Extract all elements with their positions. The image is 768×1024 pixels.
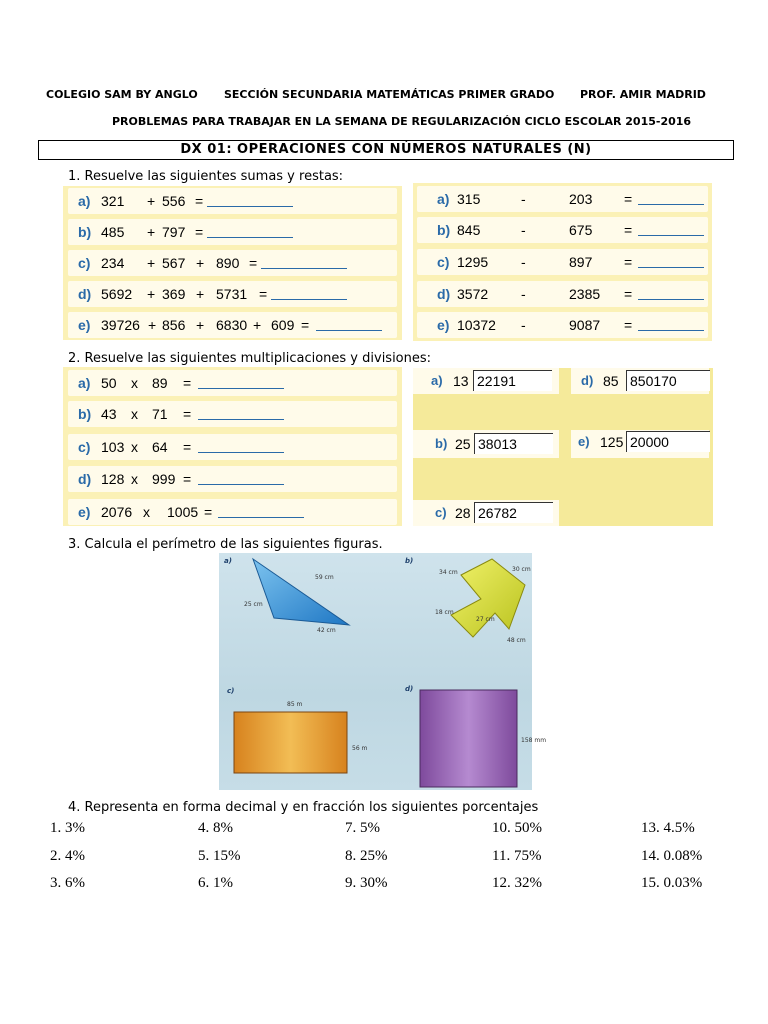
item-label: e) bbox=[578, 434, 590, 449]
sub-row-d bbox=[417, 281, 708, 307]
subtractions-panel bbox=[413, 183, 712, 341]
item-label: a) bbox=[437, 191, 450, 207]
sum-row-b bbox=[68, 219, 397, 245]
equals: = bbox=[624, 222, 633, 238]
equals: = bbox=[195, 224, 204, 240]
operand: 485 bbox=[101, 224, 125, 240]
operand: 315 bbox=[457, 191, 481, 207]
section-name: SECCIÓN SECUNDARIA MATEMÁTICAS PRIMER GRADO bbox=[224, 88, 555, 101]
equals: = bbox=[259, 286, 268, 302]
dividend: 26782 bbox=[474, 502, 553, 523]
percentage-item: 14. 0.08% bbox=[641, 848, 703, 864]
percentage-item: 7. 5% bbox=[345, 820, 380, 836]
item-label: d) bbox=[437, 286, 451, 302]
operand: 128 bbox=[101, 471, 125, 487]
operand: 39726 bbox=[101, 317, 140, 333]
operator: - bbox=[521, 254, 526, 270]
equals: = bbox=[301, 317, 310, 333]
figure-a-label: a) bbox=[224, 557, 232, 565]
answer-blank[interactable] bbox=[198, 437, 284, 453]
mult-row-b bbox=[68, 401, 397, 427]
divisor: 125 bbox=[600, 434, 624, 450]
equals: = bbox=[183, 406, 192, 422]
operator: x bbox=[131, 375, 138, 391]
equals: = bbox=[204, 504, 213, 520]
item-label: e) bbox=[78, 504, 91, 520]
divisor: 25 bbox=[455, 436, 471, 452]
percentage-item: 1. 3% bbox=[50, 820, 85, 836]
side-label: 34 cm bbox=[439, 569, 458, 576]
operator: + bbox=[147, 224, 156, 240]
operator: + bbox=[147, 255, 156, 271]
operator: x bbox=[131, 439, 138, 455]
divisor: 85 bbox=[603, 373, 619, 389]
divisions-panel bbox=[413, 368, 713, 526]
school-name: COLEGIO SAM BY ANGLO bbox=[46, 88, 198, 101]
operand: 50 bbox=[101, 375, 117, 391]
item-label: b) bbox=[437, 222, 451, 238]
triangle-shape bbox=[253, 559, 349, 625]
side-label: 59 cm bbox=[315, 574, 334, 581]
operand: 1295 bbox=[457, 254, 489, 270]
operand: 321 bbox=[101, 193, 125, 209]
sum-row-c bbox=[68, 250, 397, 276]
equals: = bbox=[624, 286, 633, 302]
answer-blank[interactable] bbox=[316, 315, 382, 331]
equals: = bbox=[249, 255, 258, 271]
item-label: b) bbox=[78, 224, 92, 240]
equals: = bbox=[195, 193, 204, 209]
figures-image bbox=[219, 553, 547, 790]
answer-blank[interactable] bbox=[638, 220, 704, 236]
percentage-item: 12. 32% bbox=[492, 875, 542, 891]
percentage-item: 2. 4% bbox=[50, 848, 85, 864]
teacher-name: PROF. AMIR MADRID bbox=[580, 88, 706, 101]
dividend: 22191 bbox=[473, 370, 552, 391]
sum-row-e bbox=[68, 312, 397, 338]
item-label: c) bbox=[78, 255, 91, 271]
sub-row-b bbox=[417, 217, 708, 243]
worksheet-subtitle: PROBLEMAS PARA TRABAJAR EN LA SEMANA DE REGULARIZACIÓN CICLO ESCOLAR 2015-2016 bbox=[112, 115, 692, 128]
operand: 10372 bbox=[457, 317, 496, 333]
figure-d-label: d) bbox=[405, 685, 414, 693]
operand: 890 bbox=[216, 255, 240, 271]
percentage-item: 15. 0.03% bbox=[641, 875, 703, 891]
item-label: a) bbox=[78, 193, 91, 209]
operand: 3572 bbox=[457, 286, 489, 302]
operator: x bbox=[143, 504, 150, 520]
figure-b-label: b) bbox=[405, 557, 414, 565]
item-label: d) bbox=[78, 286, 92, 302]
sub-row-c bbox=[417, 249, 708, 275]
percentage-item: 3. 6% bbox=[50, 875, 85, 891]
operand: 43 bbox=[101, 406, 117, 422]
answer-blank[interactable] bbox=[271, 284, 347, 300]
item-label: b) bbox=[435, 436, 448, 451]
operator: - bbox=[521, 222, 526, 238]
operand: 71 bbox=[152, 406, 168, 422]
answer-blank[interactable] bbox=[207, 191, 293, 207]
side-label: 27 cm bbox=[476, 616, 495, 623]
side-label: 30 cm bbox=[512, 566, 531, 573]
mult-row-a bbox=[68, 370, 397, 396]
question-3-prompt: 3. Calcula el perímetro de las siguientes figuras. bbox=[68, 537, 383, 552]
answer-blank[interactable] bbox=[198, 373, 284, 389]
operator: + bbox=[147, 286, 156, 302]
question-2-prompt: 2. Resuelve las siguientes multiplicaciones y divisiones: bbox=[68, 351, 432, 366]
mult-row-d bbox=[68, 466, 397, 492]
operand: 567 bbox=[162, 255, 186, 271]
item-label: d) bbox=[581, 373, 594, 388]
percentage-item: 13. 4.5% bbox=[641, 820, 695, 836]
operator: + bbox=[253, 317, 262, 333]
answer-blank[interactable] bbox=[638, 315, 704, 331]
answer-blank[interactable] bbox=[198, 404, 284, 420]
operand: 9087 bbox=[569, 317, 601, 333]
side-label: 85 m bbox=[287, 701, 303, 708]
sub-row-a bbox=[417, 186, 708, 212]
operator: + bbox=[196, 286, 205, 302]
equals: = bbox=[624, 317, 633, 333]
question-4-prompt: 4. Representa en forma decimal y en fracción los siguientes porcentajes bbox=[68, 800, 539, 815]
answer-blank[interactable] bbox=[198, 469, 284, 485]
question-1-prompt: 1. Resuelve las siguientes sumas y restas: bbox=[68, 169, 344, 184]
operand: 897 bbox=[569, 254, 593, 270]
operand: 999 bbox=[152, 471, 176, 487]
operand: 103 bbox=[101, 439, 125, 455]
rectangle-shape bbox=[234, 712, 347, 773]
answer-blank[interactable] bbox=[207, 222, 293, 238]
item-label: e) bbox=[437, 317, 450, 333]
item-label: e) bbox=[78, 317, 91, 333]
answer-blank[interactable] bbox=[218, 502, 304, 518]
item-label: c) bbox=[437, 254, 450, 270]
operator: + bbox=[148, 317, 157, 333]
operand: 5692 bbox=[101, 286, 133, 302]
multiplications-panel bbox=[63, 367, 402, 526]
operand: 64 bbox=[152, 439, 168, 455]
item-label: b) bbox=[78, 406, 92, 422]
operator: - bbox=[521, 191, 526, 207]
percentage-item: 6. 1% bbox=[198, 875, 233, 891]
dividend: 20000 bbox=[626, 431, 710, 452]
operand: 369 bbox=[162, 286, 186, 302]
worksheet-title: DX 01: OPERACIONES CON NÚMEROS NATURALES (N) bbox=[38, 140, 734, 160]
side-label: 18 cm bbox=[435, 609, 454, 616]
side-label: 42 cm bbox=[317, 627, 336, 634]
operand: 1005 bbox=[167, 504, 199, 520]
item-label: d) bbox=[78, 471, 92, 487]
figures-svg bbox=[219, 553, 547, 790]
percentage-item: 11. 75% bbox=[492, 848, 542, 864]
operator: + bbox=[196, 317, 205, 333]
operand: 845 bbox=[457, 222, 481, 238]
equals: = bbox=[183, 375, 192, 391]
divisor: 28 bbox=[455, 505, 471, 521]
operand: 234 bbox=[101, 255, 125, 271]
sums-panel bbox=[63, 186, 402, 340]
side-label: 25 cm bbox=[244, 601, 263, 608]
square-shape bbox=[420, 690, 517, 787]
operator: - bbox=[521, 286, 526, 302]
sum-row-a bbox=[68, 188, 397, 214]
operand: 2076 bbox=[101, 504, 133, 520]
operator: + bbox=[196, 255, 205, 271]
operand: 2385 bbox=[569, 286, 601, 302]
sub-row-e bbox=[417, 312, 708, 338]
operand: 856 bbox=[162, 317, 186, 333]
mult-row-e bbox=[68, 499, 397, 525]
dividend: 38013 bbox=[474, 433, 553, 454]
mult-row-c bbox=[68, 434, 397, 460]
item-label: a) bbox=[431, 373, 443, 388]
divisor: 13 bbox=[453, 373, 469, 389]
operand: 609 bbox=[271, 317, 295, 333]
dividend: 850170 bbox=[626, 370, 710, 391]
operand: 556 bbox=[162, 193, 186, 209]
operator: x bbox=[131, 406, 138, 422]
item-label: c) bbox=[78, 439, 91, 455]
side-label: 48 cm bbox=[507, 637, 526, 644]
percentage-item: 10. 50% bbox=[492, 820, 542, 836]
side-label: 158 mm bbox=[521, 737, 547, 744]
operator: - bbox=[521, 317, 526, 333]
operand: 6830 bbox=[216, 317, 248, 333]
answer-blank[interactable] bbox=[638, 284, 704, 300]
figure-c-label: c) bbox=[227, 687, 235, 695]
side-label: 56 m bbox=[352, 745, 368, 752]
operator: x bbox=[131, 471, 138, 487]
operand: 89 bbox=[152, 375, 168, 391]
item-label: a) bbox=[78, 375, 91, 391]
answer-blank[interactable] bbox=[638, 252, 704, 268]
answer-blank[interactable] bbox=[638, 189, 704, 205]
answer-blank[interactable] bbox=[261, 253, 347, 269]
percentage-item: 4. 8% bbox=[198, 820, 233, 836]
equals: = bbox=[183, 471, 192, 487]
item-label: c) bbox=[435, 505, 447, 520]
percentage-item: 8. 25% bbox=[345, 848, 388, 864]
percentage-item: 5. 15% bbox=[198, 848, 241, 864]
sum-row-d bbox=[68, 281, 397, 307]
equals: = bbox=[624, 254, 633, 270]
equals: = bbox=[183, 439, 192, 455]
equals: = bbox=[624, 191, 633, 207]
operand: 203 bbox=[569, 191, 593, 207]
percentage-item: 9. 30% bbox=[345, 875, 388, 891]
operand: 797 bbox=[162, 224, 186, 240]
operand: 675 bbox=[569, 222, 593, 238]
operator: + bbox=[147, 193, 156, 209]
operand: 5731 bbox=[216, 286, 248, 302]
